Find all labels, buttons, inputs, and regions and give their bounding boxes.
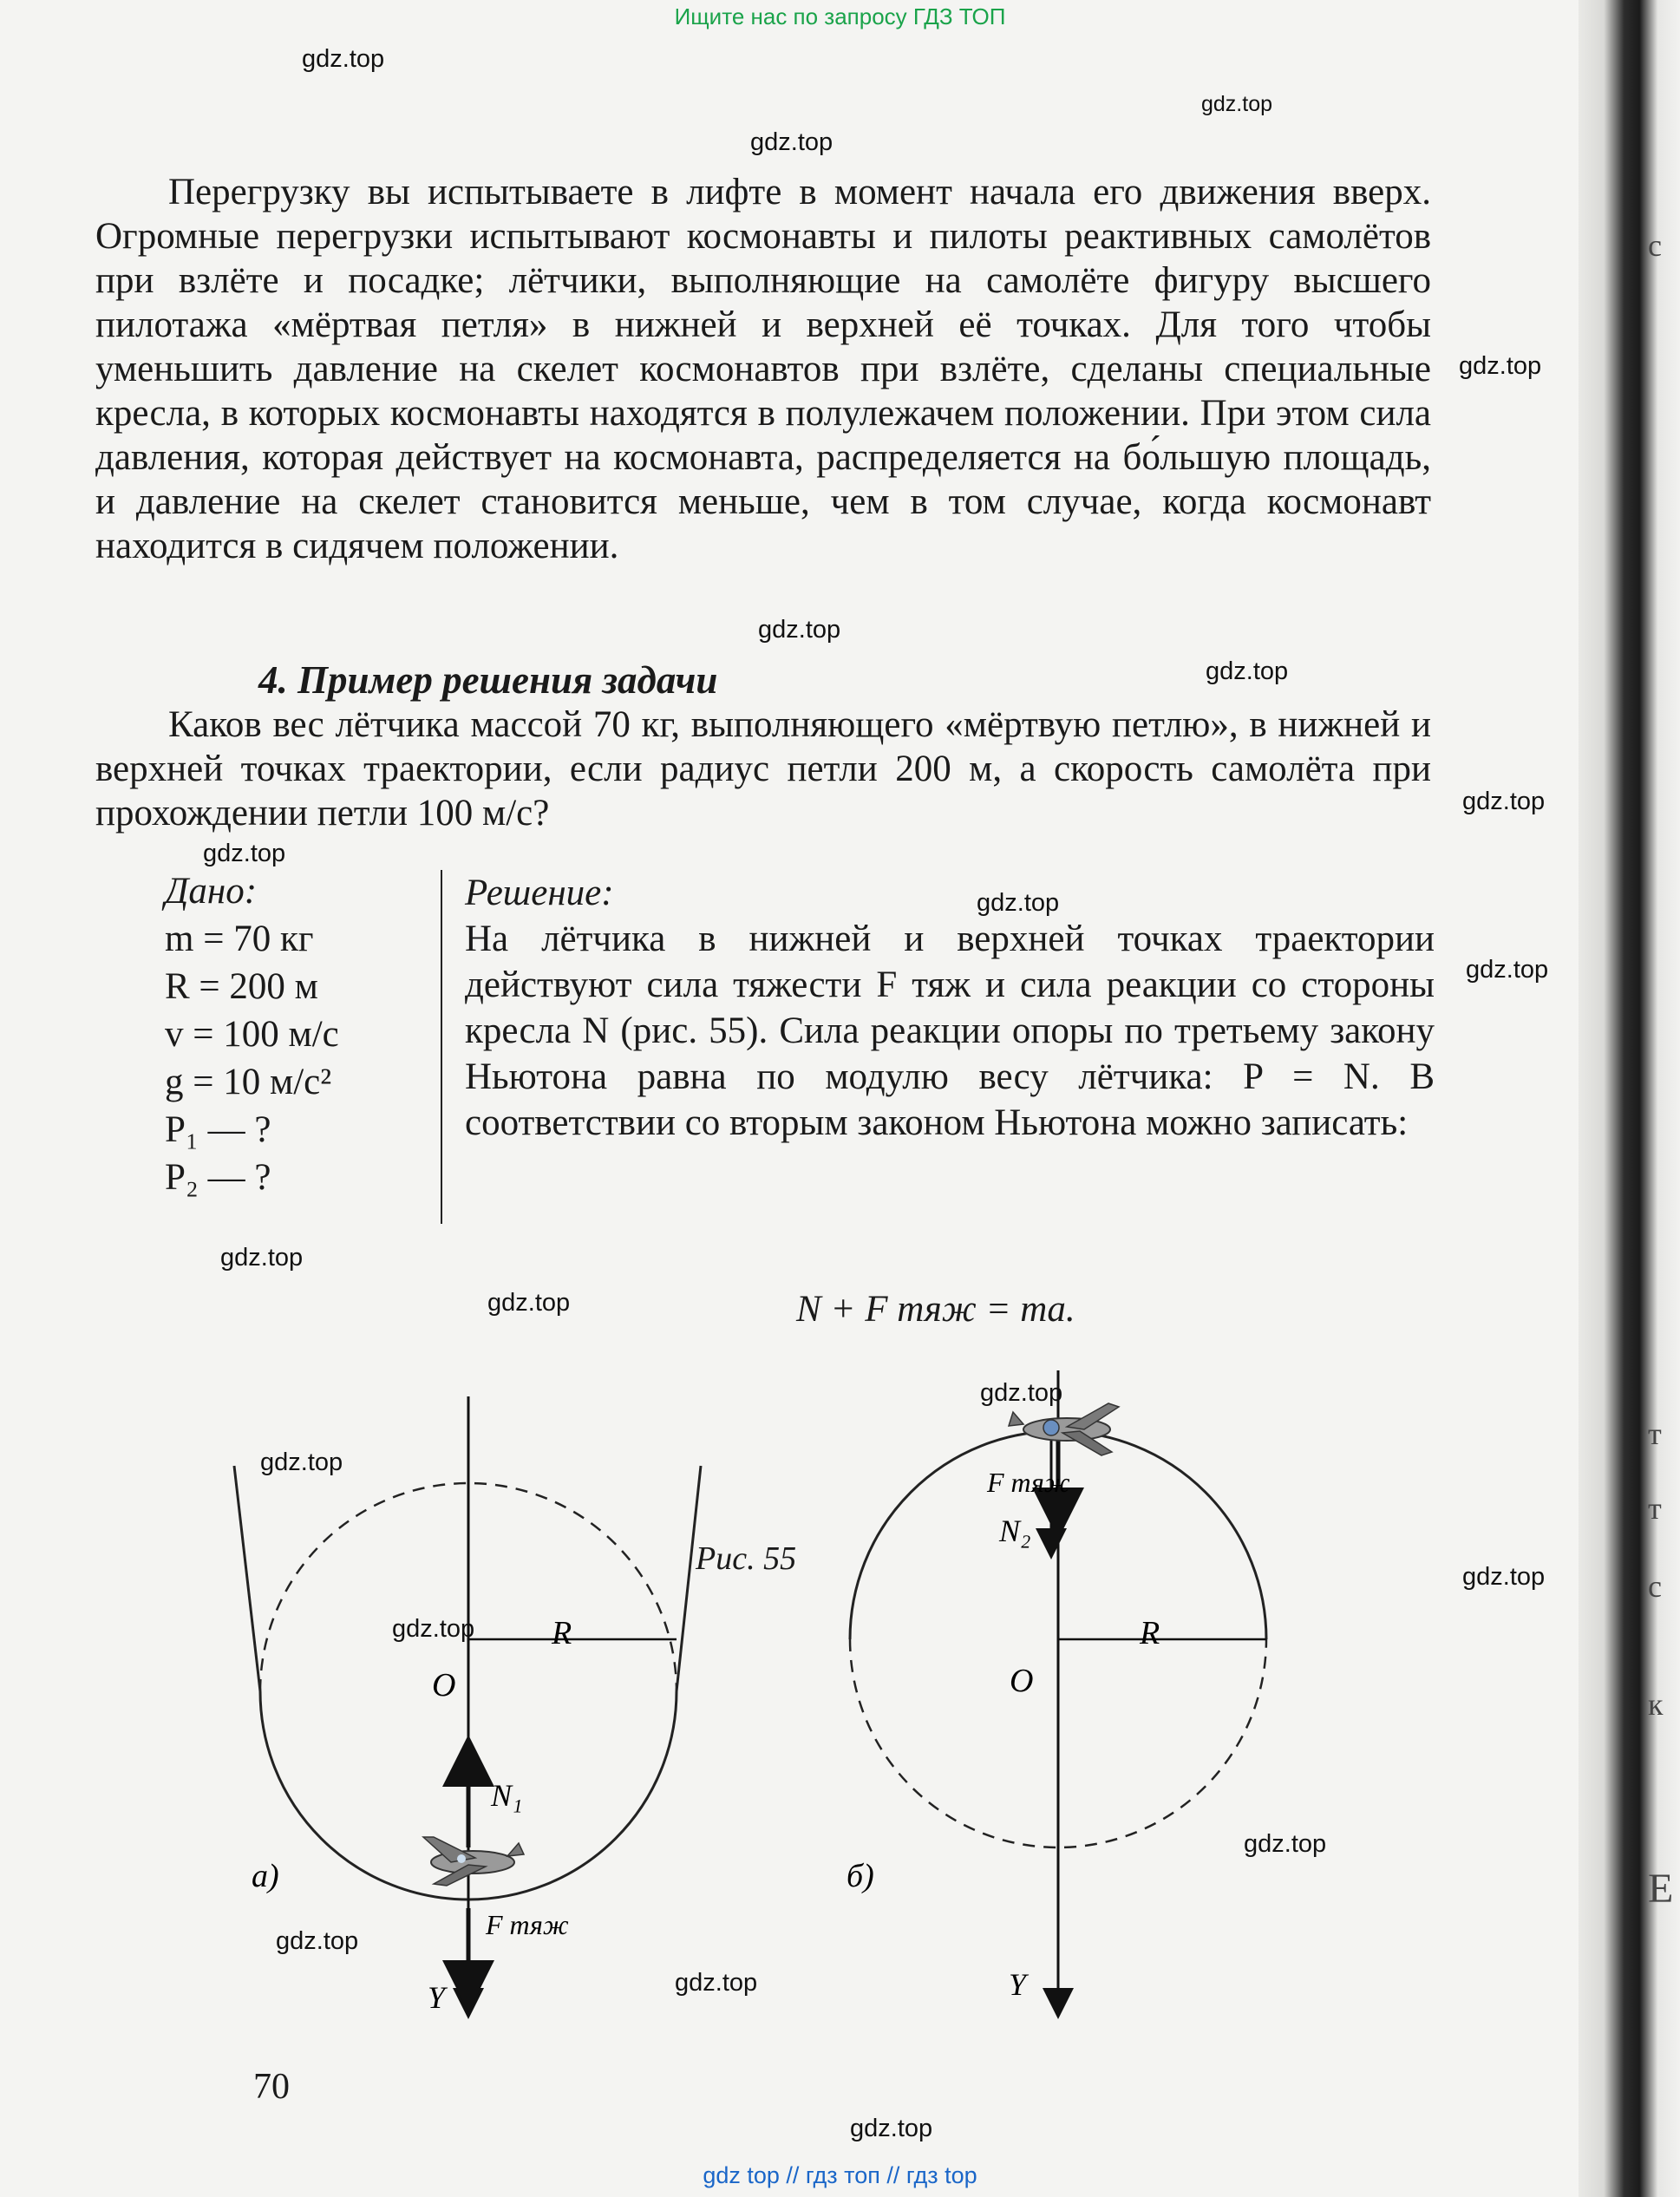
label-ftyazh-b: F тяж <box>987 1467 1070 1498</box>
airplane-icon <box>423 1837 524 1886</box>
section-heading: 4. Пример решения задачи <box>258 658 718 702</box>
edge-letter: с <box>1648 1569 1662 1604</box>
watermark: gdz.top <box>220 1244 304 1272</box>
bottom-banner[interactable]: gdz top // гдз топ // гдз top <box>703 2162 977 2188</box>
watermark: gdz.top <box>850 2115 933 2142</box>
panel-b-drawing <box>847 1370 1266 2004</box>
given-label: Дано: <box>165 871 258 912</box>
label-y-a: Y <box>428 1980 446 2015</box>
given-line: v = 100 м/с <box>165 1014 339 1055</box>
given-line: m = 70 кг <box>165 919 314 959</box>
given-line: P₁ — ? <box>165 1109 271 1150</box>
figure-caption: Рис. 55 <box>696 1540 797 1577</box>
paragraph-overload <box>95 170 1431 568</box>
watermark: gdz.top <box>203 840 286 867</box>
newton-formula: N + F тяж = ma. <box>796 1289 1075 1330</box>
watermark: gdz.top <box>758 616 841 644</box>
problem-text: Каков вес лётчика массой 70 кг, выполняющего «мёртвую петлю», в нижней и верхней точках траектории, если радиус петли 200 м, а скорость самолёта при прохождении петли 100 м/с? <box>95 704 1431 834</box>
given-line: g = 10 м/с² <box>165 1062 332 1102</box>
watermark: gdz.top <box>1244 1830 1327 1858</box>
watermark: gdz.top <box>1459 352 1542 380</box>
label-panel-a: а) <box>252 1858 279 1894</box>
panel-a-drawing <box>234 1396 701 2015</box>
paragraph-text: Перегрузку вы испытываете в лифте в момент начала его движения вверх. Огромные перегрузки испытывают космонавты и пилоты реактивных самолётов при взлёте и посадке; лётчики, выполняющие на самолёте фигуру высшего пилотажа «мёртвая петля» в нижней и верхней её точках. Для того чтобы уменьшить давление на скелет космонавтов при взлёте, сделаны специальные кресла, в которых космонавты находятся в полулежачем положении. При этом сила давления, которая действует на космонавта, распределяется на бо́льшую площадь, и давление на скелет становится меньше, чем в том случае, когда космонавт находится в сидячем положении. <box>95 172 1431 566</box>
solution-block <box>465 870 1435 1146</box>
watermark: gdz.top <box>276 1927 359 1955</box>
label-n1: N₁ <box>491 1778 523 1813</box>
figure-55 <box>0 1362 1579 2021</box>
label-y-b: Y <box>1009 1967 1027 2002</box>
edge-letter: т <box>1648 1416 1662 1451</box>
solution-text: На лётчика в нижней и верхней точках траектории действуют сила тяжести F тяж и сила реакции со стороны кресла N (рис. 55). Сила реакции опоры по третьему закону Ньютона равна по модулю весу лётчика: P = N. В соответствии со вторым законом Ньютона можно записать: <box>465 919 1435 1143</box>
watermark: gdz.top <box>675 1969 758 1997</box>
loop-exit-line <box>677 1466 701 1691</box>
edge-letter: Е <box>1648 1866 1674 1912</box>
watermark: gdz.top <box>1466 956 1549 984</box>
given-divider <box>441 870 442 1224</box>
airplane-icon <box>1009 1403 1119 1455</box>
top-banner[interactable]: Ищите нас по запросу ГДЗ ТОП <box>674 3 1006 29</box>
watermark: gdz.top <box>980 1379 1063 1407</box>
label-panel-b: б) <box>847 1858 874 1894</box>
label-o-b: O <box>1010 1663 1034 1699</box>
watermark: gdz.top <box>1462 1563 1546 1591</box>
given-line: P₂ — ? <box>165 1157 271 1198</box>
watermark: gdz.top <box>977 889 1060 917</box>
edge-letter: с <box>1648 228 1662 263</box>
watermark: gdz.top <box>487 1289 571 1317</box>
edge-letter: т <box>1648 1491 1662 1526</box>
label-n2: N₂ <box>999 1514 1031 1548</box>
label-r-a: R <box>552 1615 572 1651</box>
label-o-a: O <box>432 1667 456 1703</box>
solution-label: Решение: <box>465 873 614 913</box>
page-number: 70 <box>253 2067 290 2107</box>
watermark: gdz.top <box>1201 92 1273 116</box>
watermark: gdz.top <box>302 45 385 73</box>
watermark: gdz.top <box>1462 788 1546 815</box>
watermark: gdz.top <box>750 128 833 156</box>
given-line: R = 200 м <box>165 966 318 1007</box>
watermark: gdz.top <box>1206 657 1289 685</box>
given-block <box>165 867 339 1201</box>
edge-letter: к <box>1648 1687 1664 1722</box>
watermark: gdz.top <box>392 1615 475 1643</box>
label-ftyazh-a: F тяж <box>486 1909 569 1940</box>
watermark: gdz.top <box>260 1448 343 1476</box>
loop-entry-line <box>234 1466 260 1691</box>
label-r-b: R <box>1140 1615 1160 1651</box>
problem-statement <box>95 703 1431 835</box>
